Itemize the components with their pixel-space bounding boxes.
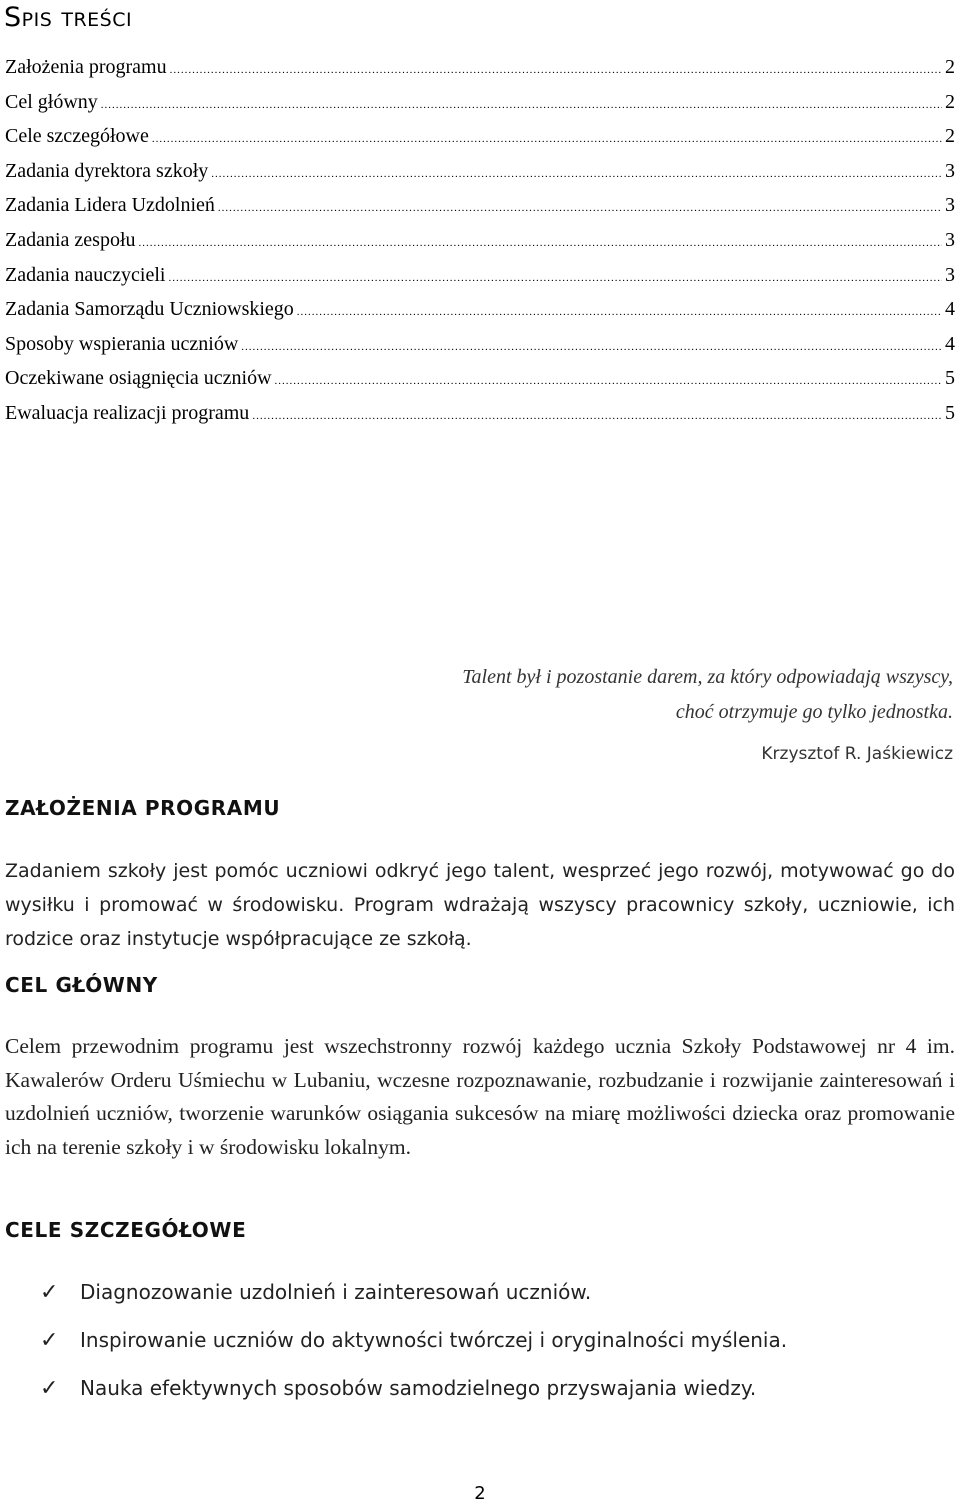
list-item-text: Inspirowanie uczniów do aktywności twórczej i oryginalności myślenia. [80,1328,788,1352]
toc-leader-dots [297,306,942,318]
toc-entry[interactable] [5,402,955,437]
epigraph-line: choć otrzymuje go tylko jednostka. [675,701,953,723]
toc-entry-label: Założenia programu [5,56,167,78]
toc-entry-label: Zadania Lidera Uzdolnień [5,194,215,217]
checkmark-icon: ✓ [40,1279,59,1305]
section-heading-cele-szczegolowe: CELE SZCZEGÓŁOWE [5,1218,247,1242]
toc-leader-dots [139,237,943,249]
objectives-list [40,1268,787,1412]
toc-entry-label: Oczekiwane osiągnięcia uczniów [5,367,272,390]
toc-entry-page: 3 [945,159,955,182]
toc-entry-label: Ewaluacja realizacji programu [5,401,250,424]
toc-entry-label: Sposoby wspierania uczniów [5,332,239,355]
toc-entry-label: Zadania nauczycieli [5,263,166,286]
toc-entry[interactable] [5,56,955,91]
section-text-cel-glowny: Celem przewodnim programu jest wszechstronny rozwój każdego ucznia Szkoły Podstawowej nr 4 im. Kawalerów Orderu Uśmiechu w Lubaniu, wczesne rozpoznawanie, rozbudzanie i rozwijanie zainteresowań i uzdolnień uczniów, tworzenie warunków osiągania sukcesów na miarę możliwości dziecka oraz promowanie ich na terenie szkoły i w środowisku lokalnym. [5,1034,955,1159]
toc-entry-page: 2 [945,56,955,78]
toc-entry-label: Cel główny [5,90,98,113]
toc-leader-dots [275,375,942,387]
epigraph-line: Talent był i pozostanie darem, za który odpowiadają wszyscy, [462,666,953,688]
toc-entry[interactable] [5,91,955,126]
toc-title: Spis treści [4,2,133,33]
toc-leader-dots [170,64,942,76]
section-heading-cel-glowny: CEL GŁÓWNY [5,973,158,997]
toc-entry-page: 4 [945,332,955,355]
list-item-text: Nauka efektywnych sposobów samodzielnego przyswajania wiedzy. [80,1376,757,1400]
toc-entry[interactable] [5,333,955,368]
table-of-contents [5,56,955,437]
toc-leader-dots [252,410,942,422]
toc-leader-dots [168,272,942,284]
checkmark-icon: ✓ [40,1375,59,1401]
epigraph-author: Krzysztof R. Jaśkiewicz [761,744,953,764]
section-text-zalozenia: Zadaniem szkoły jest pomóc uczniowi odkryć jego talent, wesprzeć jego rozwój, motywować go do wysiłku i promować w środowisku. Program wdrażają wszyscy pracownicy szkoły, uczniowie, ich rodzice oraz instytucje współpracujące ze szkołą. [5,860,955,950]
checkmark-icon: ✓ [40,1327,59,1353]
toc-entry-page: 3 [945,194,955,217]
epigraph-quote [462,660,953,730]
toc-entry-page: 2 [945,125,955,148]
toc-leader-dots [241,341,942,353]
list-item-text: Diagnozowanie uzdolnień i zainteresowań uczniów. [80,1280,592,1304]
toc-entry-label: Zadania Samorządu Uczniowskiego [5,298,294,321]
toc-entry-page: 5 [945,401,955,424]
toc-entry-page: 5 [945,367,955,390]
page-number: 2 [474,1483,486,1504]
list-item [40,1364,787,1412]
toc-entry-label: Cele szczegółowe [5,125,149,148]
toc-entry[interactable] [5,264,955,299]
toc-entry-label: Zadania dyrektora szkoły [5,159,209,182]
toc-entry[interactable] [5,298,955,333]
toc-entry[interactable] [5,125,955,160]
toc-leader-dots [101,99,942,111]
toc-entry[interactable] [5,229,955,264]
toc-entry[interactable] [5,194,955,229]
toc-entry-page: 3 [945,263,955,286]
toc-leader-dots [218,202,942,214]
toc-entry-page: 2 [945,90,955,113]
section-heading-zalozenia: ZAŁOŻENIA PROGRAMU [5,796,281,820]
toc-entry[interactable] [5,160,955,195]
toc-entry-page: 4 [945,298,955,321]
toc-leader-dots [211,168,942,180]
toc-entry-label: Zadania zespołu [5,228,136,251]
toc-leader-dots [152,133,942,145]
list-item [40,1268,787,1316]
toc-entry-page: 3 [945,228,955,251]
list-item [40,1316,787,1364]
toc-entry[interactable] [5,367,955,402]
